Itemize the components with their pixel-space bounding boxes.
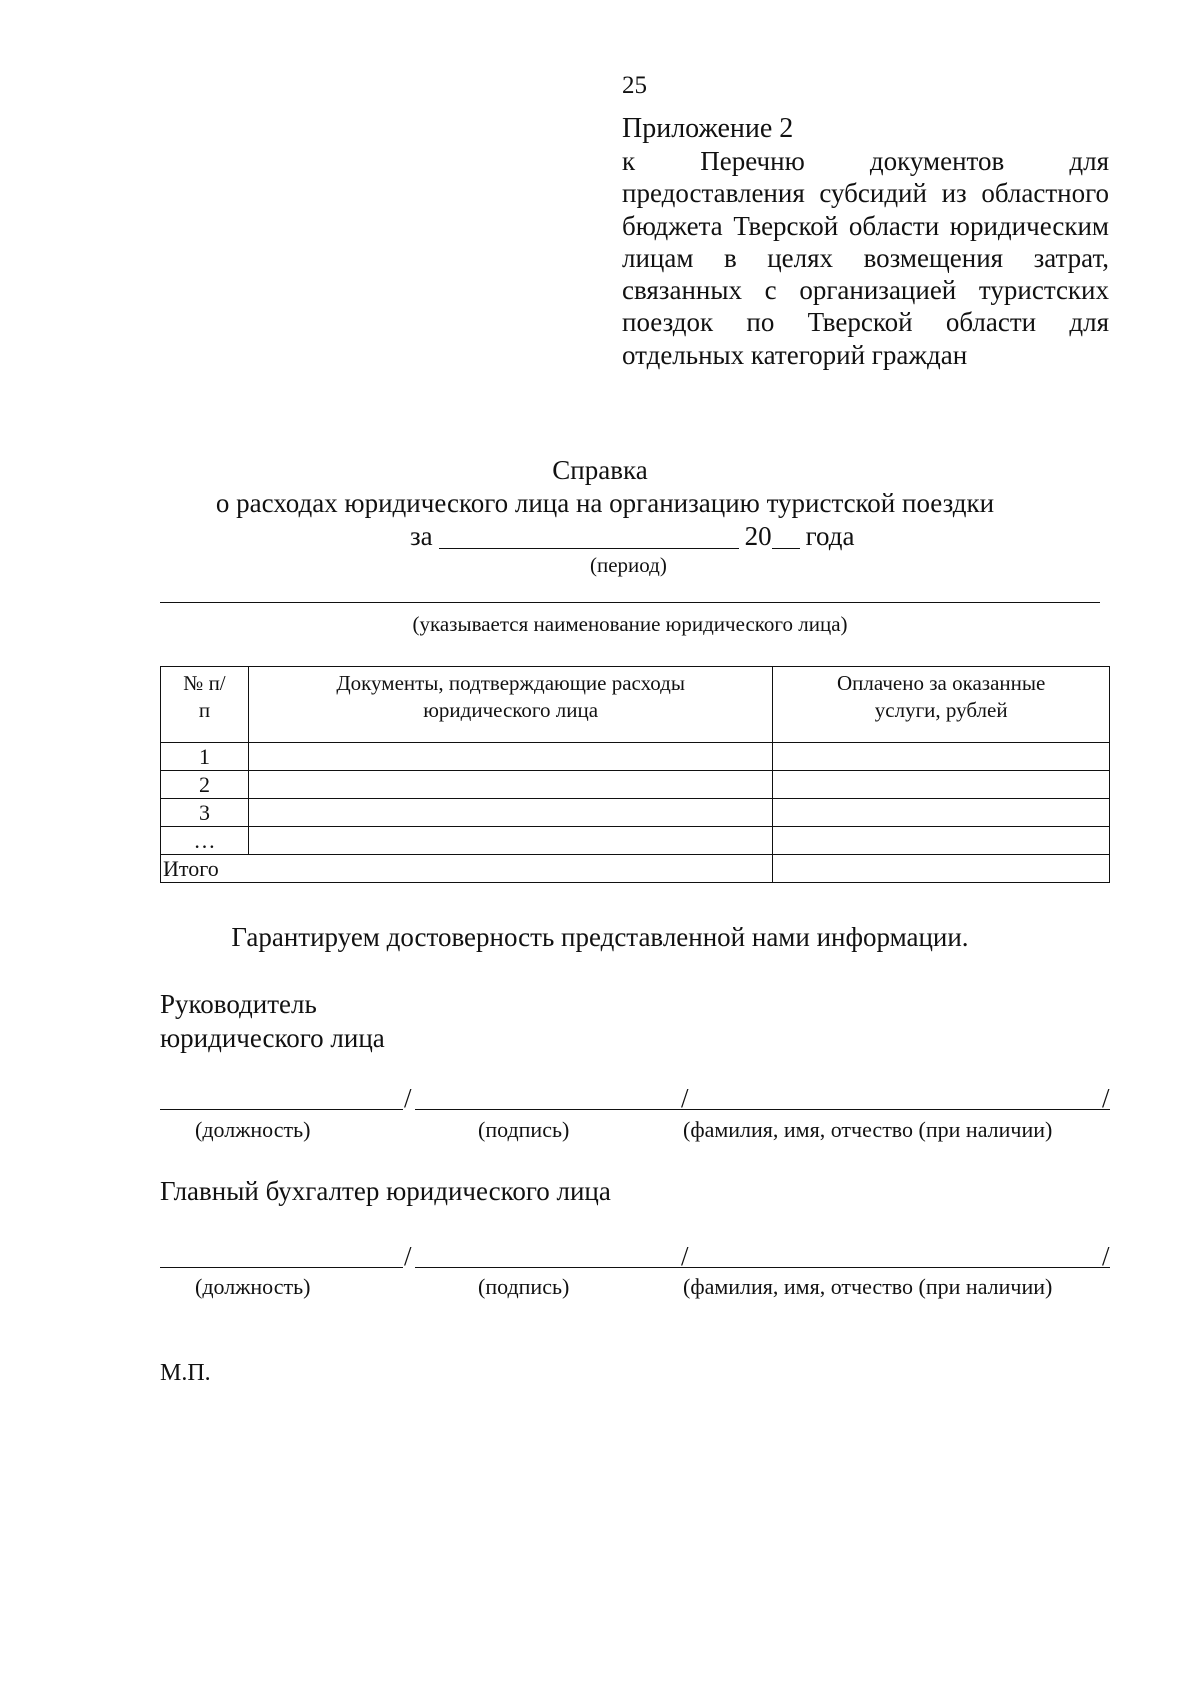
table-row bbox=[161, 743, 1110, 771]
table-row bbox=[161, 827, 1110, 855]
period-hint: (период) bbox=[590, 553, 667, 577]
organization-hint: (указывается наименование юридического лица) bbox=[412, 612, 848, 636]
period-line bbox=[410, 520, 855, 552]
row-number: 2 bbox=[161, 771, 249, 799]
total-paid-cell bbox=[773, 855, 1110, 883]
row-number: 1 bbox=[161, 743, 249, 771]
header-number: № п/п bbox=[161, 667, 249, 743]
header-documents: Документы, подтверждающие расходы юридического лица bbox=[248, 667, 772, 743]
stamp-place: М.П. bbox=[160, 1360, 211, 1386]
separator-slash: / bbox=[681, 1083, 689, 1113]
head-signature-row bbox=[160, 1078, 1115, 1113]
position-line bbox=[160, 1266, 403, 1268]
separator-slash: / bbox=[404, 1241, 412, 1271]
period-prefix: за bbox=[410, 521, 433, 551]
head-full-name-hint: (фамилия, имя, отчество (при наличии) bbox=[683, 1117, 1053, 1142]
guarantee-statement: Гарантируем достоверность представленной нами информации. bbox=[231, 922, 969, 952]
row-documents-cell bbox=[248, 771, 772, 799]
year-prefix: 20 bbox=[744, 521, 772, 551]
row-paid-cell bbox=[773, 771, 1110, 799]
separator-slash: / bbox=[1102, 1083, 1110, 1113]
row-number: 3 bbox=[161, 799, 249, 827]
separator-slash: / bbox=[404, 1083, 412, 1113]
table-total-row bbox=[161, 855, 1110, 883]
expenses-table bbox=[160, 666, 1110, 883]
full-name-line bbox=[692, 1266, 1110, 1268]
row-paid-cell bbox=[773, 743, 1110, 771]
position-line bbox=[160, 1108, 403, 1110]
appendix-title: Приложение 2 bbox=[622, 113, 794, 144]
table-row bbox=[161, 771, 1110, 799]
separator-slash: / bbox=[1102, 1241, 1110, 1271]
table-row bbox=[161, 799, 1110, 827]
header-paid: Оплачено за оказанные услуги, рублей bbox=[773, 667, 1110, 743]
separator-slash: / bbox=[681, 1241, 689, 1271]
head-position-hint: (должность) bbox=[195, 1117, 311, 1142]
head-label-line1: Руководитель bbox=[160, 989, 317, 1019]
head-label bbox=[160, 987, 385, 1055]
accountant-signature-hint: (подпись) bbox=[478, 1274, 570, 1299]
accountant-signature-row bbox=[160, 1236, 1115, 1271]
document-subtitle: о расходах юридического лица на организацию туристской поездки bbox=[215, 488, 995, 518]
row-number: … bbox=[161, 827, 249, 855]
row-paid-cell bbox=[773, 827, 1110, 855]
year-suffix: года bbox=[805, 521, 855, 551]
accountant-full-name-hint: (фамилия, имя, отчество (при наличии) bbox=[683, 1274, 1053, 1299]
accountant-position-hint: (должность) bbox=[195, 1274, 311, 1299]
period-blank bbox=[439, 520, 739, 549]
row-documents-cell bbox=[248, 799, 772, 827]
accountant-label: Главный бухгалтер юридического лица bbox=[160, 1176, 611, 1206]
year-blank bbox=[772, 520, 800, 549]
head-signature-hint: (подпись) bbox=[478, 1117, 570, 1142]
head-label-line2: юридического лица bbox=[160, 1023, 385, 1053]
appendix-text: к Перечню документов для предоставления субсидий из областного бюджета Тверской области юридическим лицам в целях возмещения затрат, связанных с организацией туристских поездок по Тверской области для отдельных категорий граждан bbox=[622, 146, 1109, 370]
page-number: 25 bbox=[622, 72, 647, 99]
organization-name-line bbox=[160, 602, 1100, 603]
table-header-row bbox=[161, 667, 1110, 743]
row-paid-cell bbox=[773, 799, 1110, 827]
row-documents-cell bbox=[248, 827, 772, 855]
document-title: Справка bbox=[552, 455, 648, 485]
total-label: Итого bbox=[161, 855, 773, 883]
full-name-line bbox=[692, 1108, 1110, 1110]
row-documents-cell bbox=[248, 743, 772, 771]
